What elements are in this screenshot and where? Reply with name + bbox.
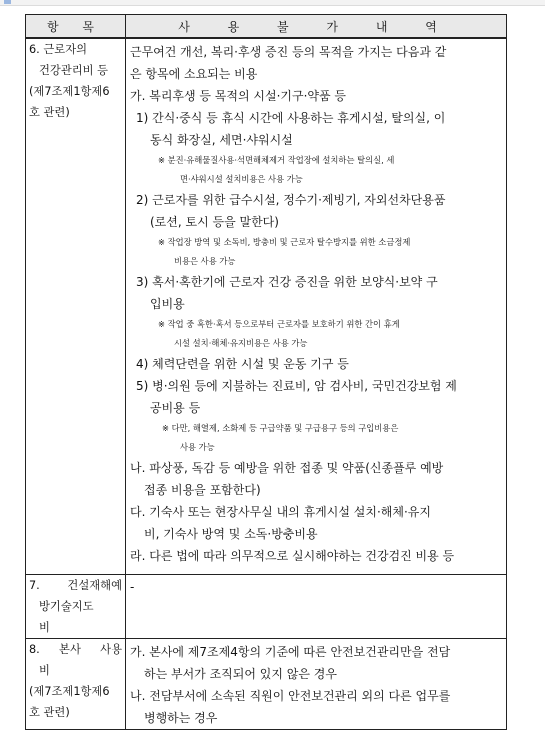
row6-note2-line1: ※ 작업장 방역 및 소독비, 방충비 및 근로자 탈수방지를 위한 소금정제 [158, 237, 411, 247]
row8-label-cell [26, 638, 126, 729]
row6-label-line1: 6. 근로자의 [29, 43, 88, 56]
row6-sub4: 4) 체력단련을 위한 시설 및 운동 기구 등 [136, 357, 349, 371]
row6-label-line2: 건강관리비 등 [39, 64, 109, 77]
row8-label-line4: 호 관련) [29, 705, 70, 719]
row6-sub2-line1: 2) 근로자를 위한 급수시설, 정수기·제빙기, 자외선차단용품 [136, 193, 446, 207]
row8-ga-line2: 하는 부서가 조직되어 있지 않은 경우 [144, 666, 337, 681]
row6-label-line3: (제7조제1항제6 [29, 85, 110, 98]
row7-label-line3: 비 [39, 620, 50, 634]
table-row [26, 574, 507, 638]
row6-da-line1: 다. 기숙사 또는 현장사무실 내의 휴게시설 설치·해체·유지 [130, 505, 431, 519]
row8-content-cell [126, 638, 507, 729]
row8-ga-line1: 가. 본사에 제7조제4항의 기준에 따른 안전보건관리만을 전담 [130, 644, 451, 659]
row7-content: - [130, 579, 135, 594]
row6-note1-line1: ※ 분진·유해물질사용·석면해체제거 작업장에 설치하는 탈의실, 세 [158, 155, 395, 165]
row6-note2-line2: 비용은 사용 가능 [174, 256, 236, 266]
row6-na-line1: 나. 파상풍, 독감 등 예방을 위한 접종 및 약품(신종플루 예방 [130, 461, 444, 475]
row6-note3-line2: 시설 설치·해체·유지비용은 사용 가능 [174, 338, 308, 348]
row6-sub5-line2: 공비용 등 [150, 401, 201, 415]
row8-na-line2: 병행하는 경우 [144, 710, 218, 725]
header-item: 항 목 [26, 15, 126, 39]
table-row [26, 638, 507, 729]
row6-ra: 라. 다른 법에 따라 의무적으로 실시해야하는 건강검진 비용 등 [130, 549, 455, 563]
window-top-strip [0, 0, 545, 6]
row7-content-cell [126, 574, 507, 638]
row8-na-line1: 나. 전담부서에 소속된 직원이 안전보건관리 외의 다른 업무를 [130, 688, 451, 703]
row6-label-cell [26, 38, 126, 574]
row6-sub3-line2: 입비용 [150, 297, 185, 311]
row6-note5-line2: 사용 가능 [180, 442, 215, 452]
row8-label-line1: 8. 본사 사용 [29, 642, 122, 656]
row7-label-cell [26, 574, 126, 638]
header-details: 사 용 불 가 내 역 [126, 15, 507, 39]
row6-sub5-line1: 5) 병·의원 등에 지불하는 진료비, 암 검사비, 국민건강보험 제 [136, 379, 457, 393]
row8-label-line2: 비 [39, 663, 50, 677]
row6-intro-line1: 근무여건 개선, 복리·후생 증진 등의 목적을 가지는 다음과 같 [130, 45, 447, 59]
row6-label-line4: 호 관련) [29, 106, 70, 119]
row6-intro-line2: 은 항목에 소요되는 비용 [130, 67, 258, 81]
ruler-marker-icon [4, 0, 11, 4]
table-header-row [26, 15, 507, 39]
row7-label-line1: 7. 건설재해예 [29, 578, 122, 592]
row6-content-cell [126, 38, 507, 574]
row6-ga: 가. 복리후생 등 목적의 시설·기구·약품 등 [130, 89, 346, 103]
row6-note1-line2: 면·샤워시설 설치비용은 사용 가능 [180, 174, 303, 184]
row6-sub2-line2: (로션, 토시 등을 말한다) [150, 215, 279, 229]
row6-sub3-line1: 3) 혹서·혹한기에 근로자 건강 증진을 위한 보양식·보약 구 [136, 275, 438, 289]
table-row [26, 38, 507, 574]
usage-restriction-table [25, 14, 507, 730]
row7-label-line2: 방기술지도 [39, 599, 94, 613]
row6-da-line2: 비, 기숙사 방역 및 소독·방충비용 [144, 527, 318, 541]
row6-sub1-line1: 1) 간식·중식 등 휴식 시간에 사용하는 휴게시설, 탈의실, 이 [136, 111, 446, 125]
row6-na-line2: 접종 비용을 포함한다) [144, 483, 261, 497]
row6-note3-line1: ※ 작업 중 혹한·혹서 등으로부터 근로자를 보호하기 위한 간이 휴게 [158, 319, 400, 329]
row8-label-line3: (제7조제1항제6 [29, 684, 110, 698]
row6-sub1-line2: 동식 화장실, 세면·샤워시설 [150, 133, 293, 147]
row6-note5-line1: ※ 다만, 해열제, 소화제 등 구급약품 및 구급용구 등의 구입비용은 [162, 423, 399, 433]
